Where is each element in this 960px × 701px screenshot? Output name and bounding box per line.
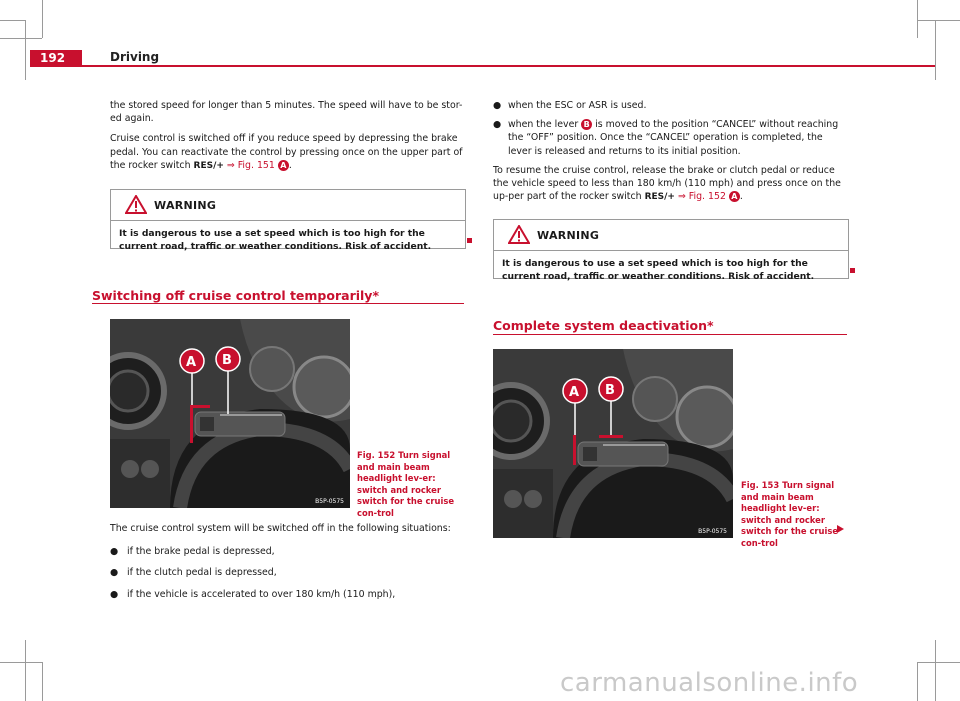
crop-mark (935, 20, 936, 80)
figure-label-b: B (222, 353, 232, 368)
end-marker (850, 268, 855, 273)
figure-caption: Fig. 153 Turn signal and main beam headlight lev-er: switch and rocker switch for the cruise con-trol (741, 480, 839, 548)
label-a-badge: A (729, 191, 740, 202)
figure-label-a: A (186, 355, 197, 370)
paragraph-text: To resume the cruise control, release the brake or clutch pedal or reduce the vehicle speed to less than 180 km/h (110 mph) and press once on the up-per part of the rocker switch (493, 164, 841, 203)
figure-label-b: B (605, 383, 615, 398)
paragraph: the stored speed for longer than 5 minutes. The speed will have to be stor-ed again. (110, 100, 463, 125)
list-item-text: if the brake pedal is depressed, (127, 546, 275, 558)
end-marker (467, 238, 472, 243)
crop-mark (917, 20, 960, 21)
warning-box (493, 219, 849, 282)
continue-arrow-icon (837, 525, 844, 533)
section-heading: Switching off cruise control temporarily* (92, 288, 379, 303)
section-title: Driving (110, 50, 160, 64)
figure-label-a: A (569, 385, 580, 400)
watermark: carmanualsonline.info (560, 668, 859, 698)
header-rule (30, 65, 935, 67)
label-a-badge: A (278, 160, 289, 171)
crop-mark (42, 0, 43, 38)
list-item: ● if the vehicle is accelerated to over 180 km/h (110 mph), (110, 588, 396, 600)
crop-mark (0, 20, 25, 21)
warning-header (111, 190, 465, 221)
figure-reference-link[interactable]: ⇒ Fig. 152 (677, 191, 726, 203)
list-item-text: when the ESC or ASR is used. (508, 100, 647, 111)
warning-text: It is dangerous to use a set speed which is too high for the current road, traffic or weather conditions. Risk of accident. (502, 258, 815, 282)
crop-mark (25, 640, 26, 701)
list-item-text: when the lever (508, 119, 579, 131)
paragraph: To resume the cruise control, release the brake or clutch pedal or reduce the vehicle speed to less than 180 km/h (110 mph) and press once on the up-per part of the rocker switch RES/+ ⇒ Fig. 152 A . (493, 164, 841, 203)
paragraph: Cruise control is switched off if you reduce speed by depressing the brake pedal. You can reactivate the control by pressing once on the upper part of the rocker switch RES/+ ⇒ Fig. 151 A . (110, 133, 463, 171)
figure-code: B5P-0575 (315, 498, 344, 505)
figure-153-image (493, 349, 733, 538)
figure-caption: Fig. 152 Turn signal and main beam headlight lev-er: switch and rocker switch for the cruise con-trol (357, 450, 455, 518)
right-column-text (493, 99, 848, 211)
left-column-text (110, 99, 465, 180)
heading-rule (92, 303, 464, 304)
paragraph-text: Cruise control is switched off if you reduce speed by depressing the brake pedal. You can reactivate the control by pressing once on the upper part of the rocker switch (110, 133, 463, 171)
list-item-text: if the clutch pedal is depressed, (127, 567, 277, 579)
warning-title: WARNING (537, 229, 600, 242)
crop-mark (42, 662, 43, 701)
figure-code: B5P-0575 (698, 528, 727, 535)
warning-box (110, 189, 466, 252)
page-number: 192 (40, 51, 66, 65)
crop-mark (25, 20, 26, 80)
figure-152-image (110, 319, 350, 508)
label-b-badge: B (581, 119, 592, 130)
crop-mark (935, 640, 936, 701)
crop-mark (917, 0, 918, 38)
list-item: ● if the brake pedal is depressed, (110, 546, 275, 558)
warning-triangle-icon (125, 195, 147, 214)
paragraph: The cruise control system will be switched off in the following situations: (110, 523, 451, 534)
warning-text: It is dangerous to use a set speed which is too high for the current road, traffic or weather conditions. Risk of accident. (119, 228, 432, 252)
crop-mark (0, 662, 42, 663)
list-item: ● when the lever B is moved to the position “CANCEL” without reaching the “OFF” position. Once the “CANCEL” operation is completed, the lever is released and returns to its initial position. (493, 119, 839, 157)
heading-rule (493, 334, 847, 335)
dashboard-illustration (110, 319, 350, 508)
crop-mark (917, 662, 918, 701)
crop-mark (0, 38, 42, 39)
crop-mark (917, 662, 960, 663)
warning-triangle-icon (508, 225, 530, 244)
warning-header (494, 220, 848, 251)
left-column-lower-text (110, 522, 465, 607)
rocker-switch-label: RES/+ (644, 192, 675, 203)
list-item-text: if the vehicle is accelerated to over 180 km/h (110 mph), (127, 588, 396, 600)
dashboard-illustration (493, 349, 733, 538)
list-item-text: is moved to the position “CANCEL” without reaching the “OFF” position. Once the “CANCEL” operation is completed, the lever is released and returns to its initial position. (508, 119, 839, 157)
list-item: ● if the clutch pedal is depressed, (110, 567, 277, 579)
section-heading: Complete system deactivation* (493, 318, 714, 333)
figure-reference-link[interactable]: ⇒ Fig. 151 (226, 159, 275, 171)
warning-title: WARNING (154, 199, 217, 212)
rocker-switch-label: RES/+ (193, 160, 224, 171)
list-item: ● when the ESC or ASR is used. (493, 100, 647, 111)
